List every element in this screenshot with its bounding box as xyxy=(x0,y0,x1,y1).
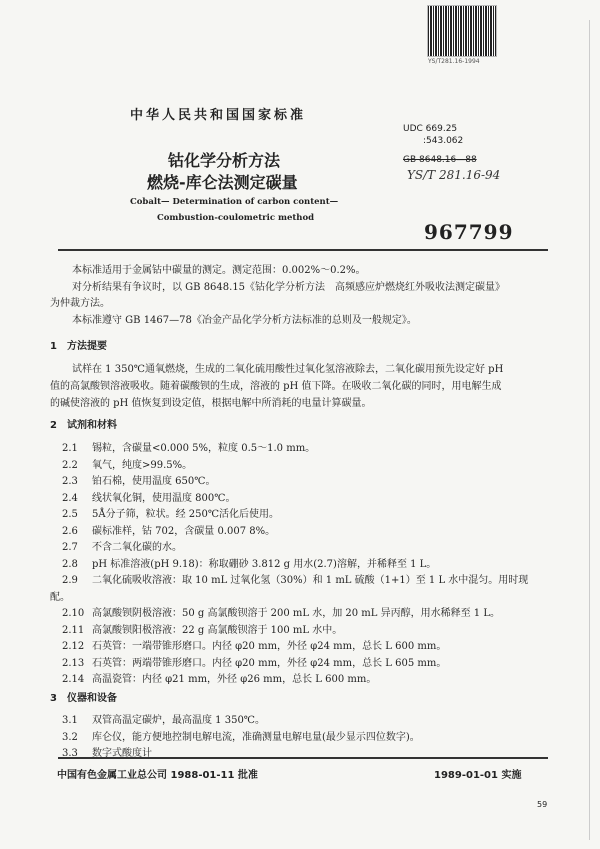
item-text: 石英管：一端带锥形磨口。内径 φ20 mm，外径 φ24 mm，总长 L 600 mm。 xyxy=(92,641,447,652)
item-text: 5Å分子筛，粒状。经 250℃活化后使用。 xyxy=(92,509,280,520)
intro-line: 对分析结果有争议时，以 GB 8648.15《钴化学分析方法 高频感应炉燃烧红外吸收法测定碳量》 xyxy=(72,282,506,293)
item-text: 高氯酸钡阳极溶液：22 g 高氯酸钡溶于 100 mL 水中。 xyxy=(92,624,343,636)
item-text: 高温瓷管：内径 φ21 mm，外径 φ26 mm，总长 L 600 mm。 xyxy=(92,674,377,685)
barcode xyxy=(427,5,497,57)
item-text: 氧气，纯度>99.5%。 xyxy=(92,459,193,471)
item-number: 2.5 xyxy=(62,509,78,520)
item-text: 石英管：两端带锥形磨口。内径 φ20 mm，外径 φ24 mm，总长 L 605 mm。 xyxy=(92,657,447,669)
item-text: 高氯酸钡阴极溶液：50 g 高氯酸钡溶于 200 mL 水，加 20 mL 异丙醇，用水稀释至 1 L。 xyxy=(92,608,500,619)
item-text: 库仑仪，能方便地控制电解电流，准确测量电解电量(最少显示四位数字)。 xyxy=(92,731,420,743)
english-title-line2: Combustion-coulometric method xyxy=(157,213,315,223)
scan-edge xyxy=(589,20,590,840)
item-number: 3.1 xyxy=(62,715,78,726)
item-number: 2.2 xyxy=(62,459,78,471)
title-line2: 燃烧-库仑法测定碳量 xyxy=(147,173,298,192)
section-heading: 1 方法提要 xyxy=(50,341,107,352)
item-number: 2.10 xyxy=(62,608,85,619)
item-number: 2.13 xyxy=(62,657,85,669)
section-heading: 2 试剂和材料 xyxy=(50,420,117,431)
item-text: 锡粒，含碳量<0.000 5%，粒度 0.5～1.0 mm。 xyxy=(92,443,316,454)
item-text: 数字式酸度计 xyxy=(92,748,152,759)
item-text: 二氧化硫吸收溶液：取 10 mL 过氧化氢（30%）和 1 mL 硫酸（1+1）至 1 L 水中混匀。用时现 xyxy=(92,575,529,586)
document-number: 967799 xyxy=(424,220,514,244)
item-number: 2.7 xyxy=(62,542,78,553)
item-text: 双管高温定碳炉，最高温度 1 350℃。 xyxy=(92,715,265,726)
item-number: 2.1 xyxy=(62,443,78,454)
paragraph-line: 的碱使溶液的 pH 值恢复到设定值，根据电解中所消耗的电量计算碳量。 xyxy=(50,398,372,409)
paragraph-line: 值的高氯酸钡溶液吸收。随着碳酸钡的生成，溶液的 pH 值下降。在吸收二氧化碳的同时，用电解生成 xyxy=(50,381,502,392)
handwritten-code: YS/T 281.16-94 xyxy=(407,168,501,182)
title-line1: 钴化学分析方法 xyxy=(168,151,281,170)
item-text: 配。 xyxy=(50,591,70,603)
item-number: 2.11 xyxy=(62,624,85,636)
item-number: 2.14 xyxy=(62,674,85,685)
section-heading: 3 仪器和设备 xyxy=(50,693,117,704)
old-standard-code: GB 8648.16—88 xyxy=(403,155,477,165)
item-number: 3.3 xyxy=(62,748,78,759)
item-number: 3.2 xyxy=(62,731,78,743)
intro-line: 本标准遵守 GB 1467—78《冶金产品化学分析方法标准的总则及一般规定》。 xyxy=(72,315,417,326)
udc-line2: :543.062 xyxy=(423,136,464,146)
effective-date: 1989-01-01 实施 xyxy=(434,770,522,781)
item-number: 2.6 xyxy=(62,525,78,537)
item-number: 2.12 xyxy=(62,641,85,652)
barcode-code: YS/T281.16-1994 xyxy=(428,58,480,65)
item-text: pH 标准溶液(pH 9.18)：称取硼砂 3.812 g 用水(2.7)溶解，并稀释至 1 L。 xyxy=(92,558,437,570)
item-number: 2.8 xyxy=(62,558,78,570)
english-title-line1: Cobalt— Determination of carbon content— xyxy=(130,197,339,207)
intro-line: 本标准适用于金属钴中碳量的测定。测定范围：0.002%～0.2%。 xyxy=(72,265,366,276)
page-number: 59 xyxy=(537,800,548,809)
paragraph-line: 试样在 1 350℃通氧燃烧，生成的二氧化硫用酸性过氧化氢溶液除去，二氧化碳用预先设定好 pH xyxy=(72,364,504,375)
udc-line1: UDC 669.25 xyxy=(403,124,458,134)
item-text: 线状氧化铜，使用温度 800℃。 xyxy=(92,492,236,504)
item-number: 2.3 xyxy=(62,476,78,487)
item-number: 2.4 xyxy=(62,492,78,504)
intro-line: 为仲裁方法。 xyxy=(50,298,110,309)
national-standard-label: 中华人民共和国国家标准 xyxy=(130,108,307,123)
approval-text: 中国有色金属工业总公司 1988-01-11 批准 xyxy=(57,770,258,781)
item-text: 不含二氧化碳的水。 xyxy=(92,542,182,553)
item-text: 碳标准样，钴 702，含碳量 0.007 8%。 xyxy=(92,525,276,537)
item-text: 铂石棉，使用温度 650℃。 xyxy=(92,476,216,487)
item-number: 2.9 xyxy=(62,575,78,586)
header-rule xyxy=(58,249,548,251)
